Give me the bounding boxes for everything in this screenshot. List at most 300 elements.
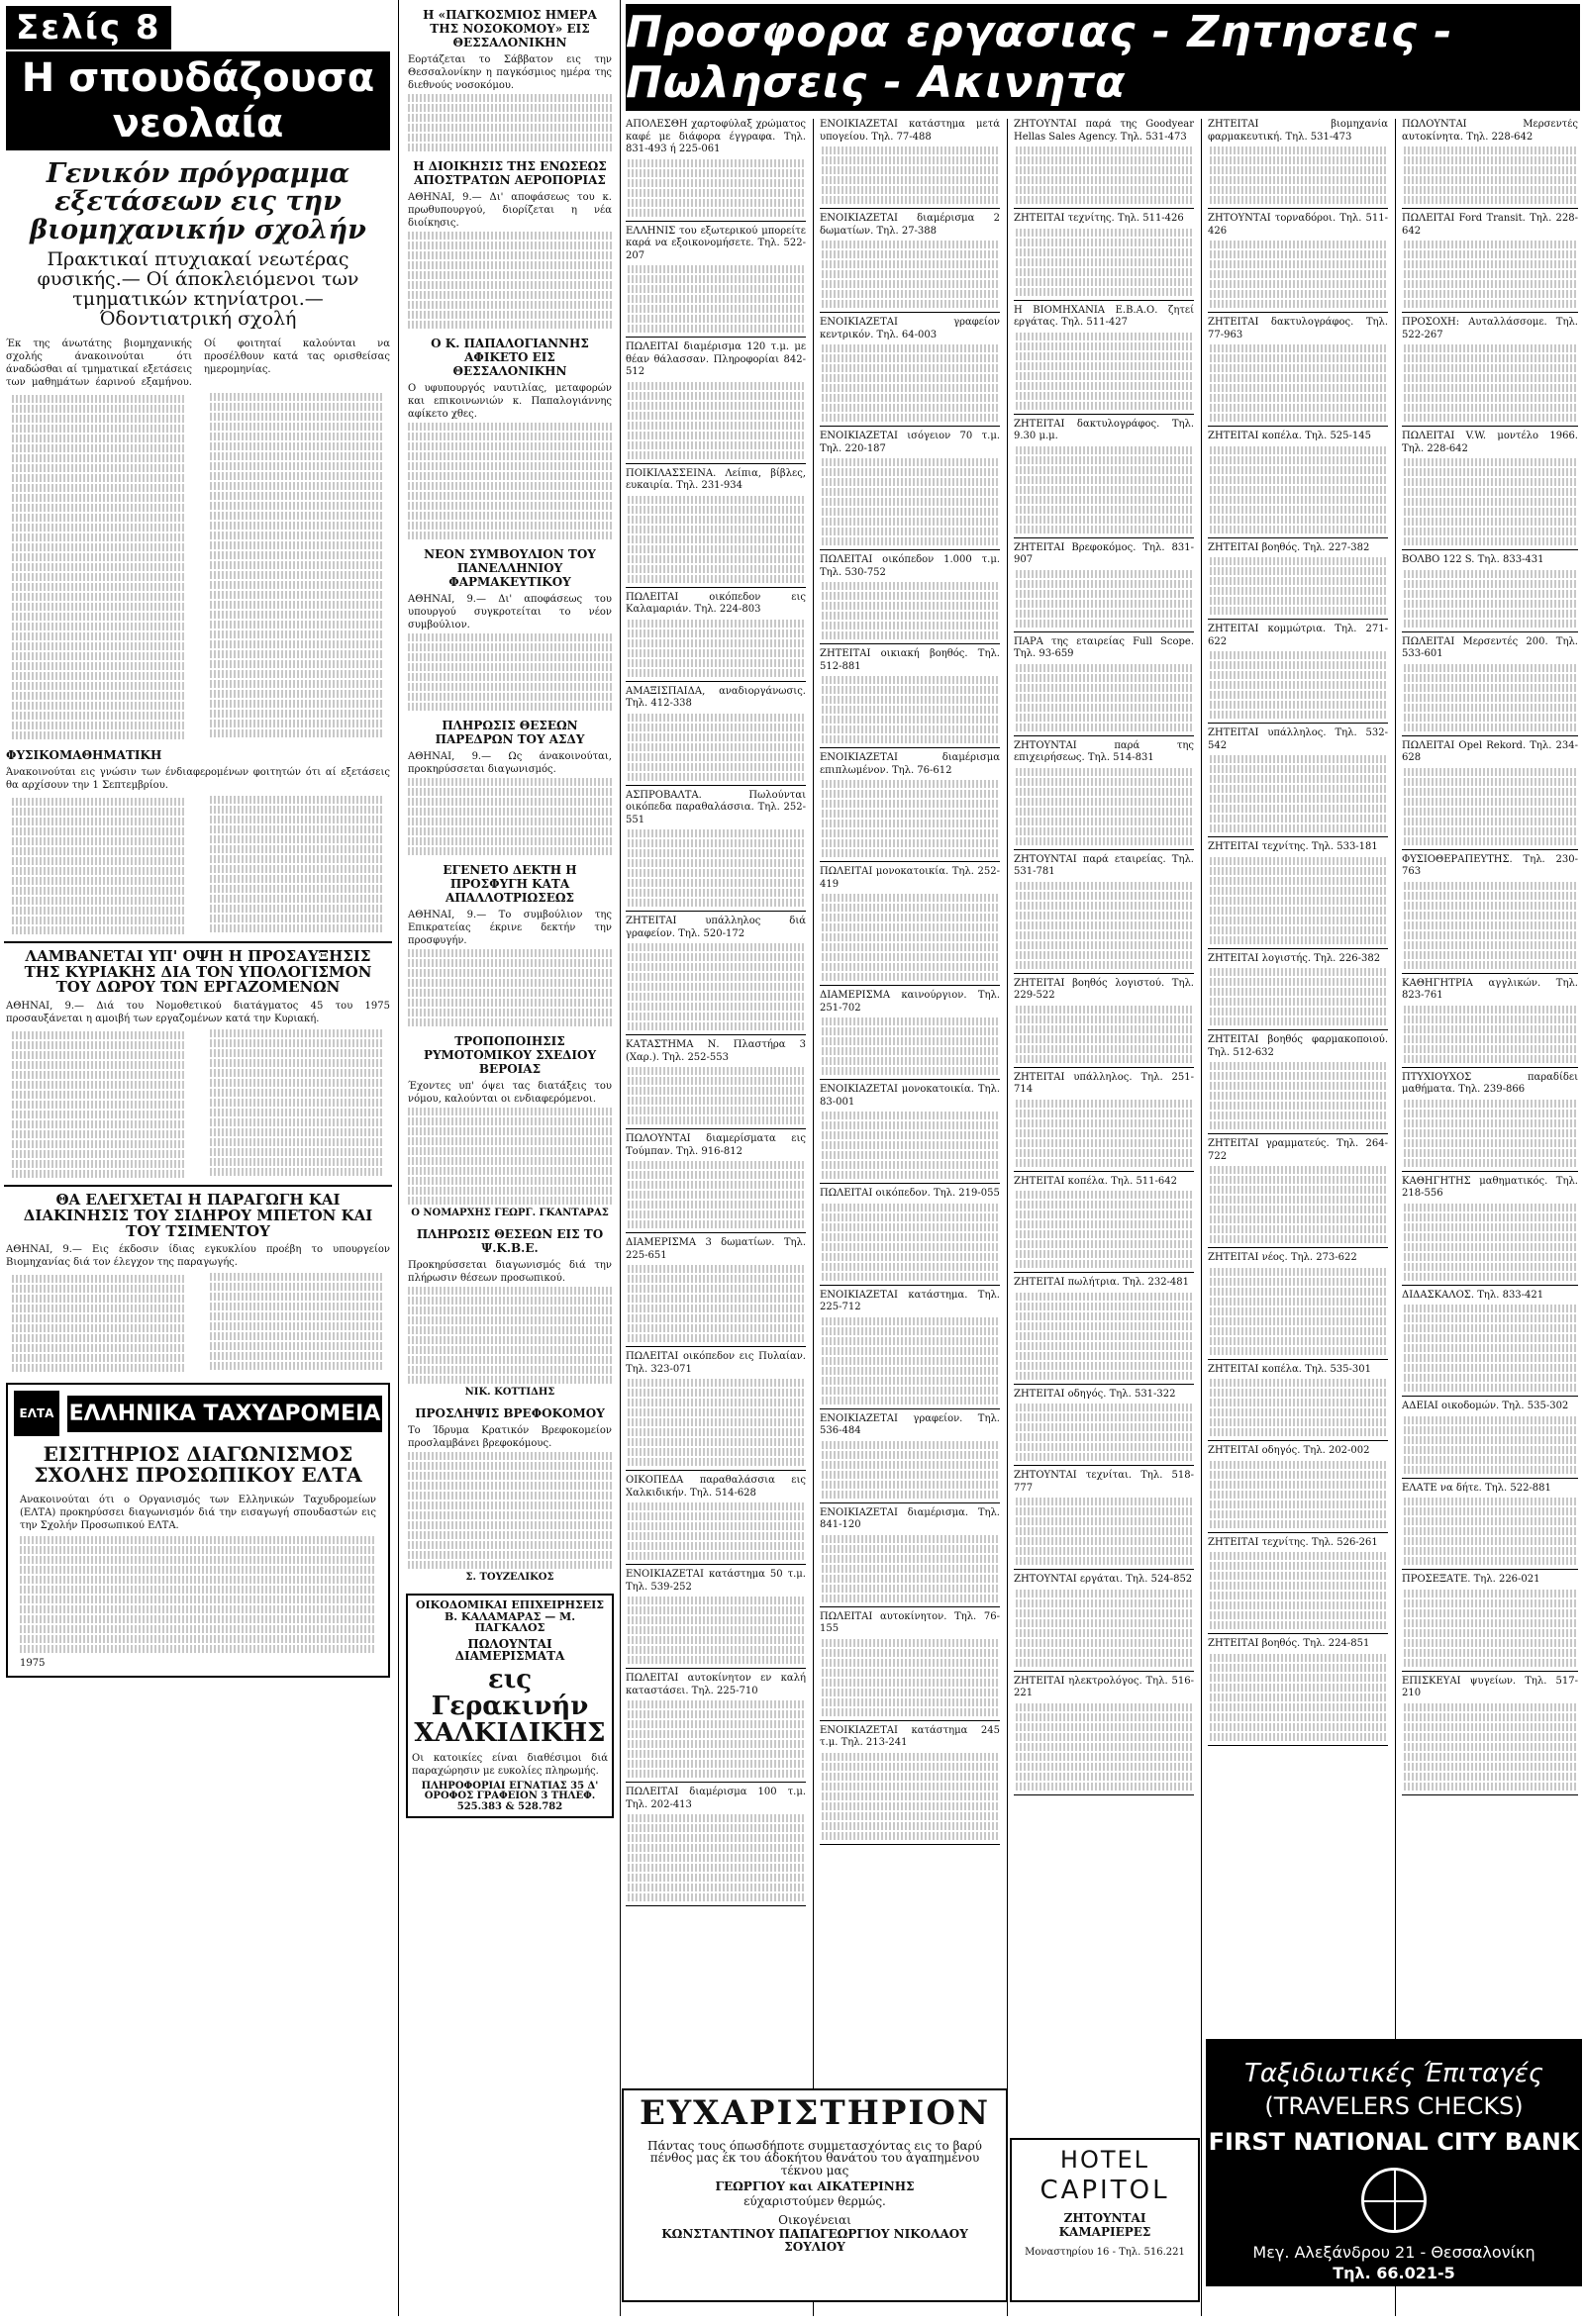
elta-filler: [14, 1536, 382, 1653]
classified-separator: [820, 312, 1000, 313]
thanks-names: ΓΕΩΡΓΙΟΥ και ΑΙΚΑΤΕΡΙΝΗΣ: [715, 2179, 915, 2194]
classified-ad-filler: [816, 458, 1004, 545]
col2-article-9-signature: Σ. ΤΟΥΖΕΛΙΚΟΣ: [465, 1572, 554, 1583]
classified-ad: ΖΗΤΟΥΝΤΑΙ παρά της Goodyear Hellas Sales Agency. Τηλ. 531-473: [1014, 119, 1194, 143]
article-2-headline: ΛΑΜΒΑΝΕΤΑΙ ΥΠ' ΟΨΗ Η ΠΡΟΣΑΥΞΗΣΙΣ ΤΗΣ ΚΥΡΙΑΚΗΣ ΔΙΑ ΤΟΝ ΥΠΟΛΟΓΙΣΜΟΝ ΤΟΥ ΔΩΡΟΥ ΤΩΝ ΕΡΓΑΖΟΜΕΝΩΝ: [24, 946, 372, 997]
classified-ad: ΖΗΤΕΙΤΑΙ βοηθός λογιστού. Τηλ. 229-522: [1014, 977, 1194, 1001]
thanks-title: ΕΥΧΑΡΙΣΤΗΡΙΟΝ: [639, 2093, 991, 2133]
classified-separator: [820, 1408, 1000, 1409]
col2-article-3-body: Ο υφυπουργός ναυτιλίας, μεταφορών και επικοινωνιών κ. Παπαλογιάννης αφίκετο χθες.: [408, 383, 612, 420]
classified-ad: ΕΝΟΙΚΙΑΖΕΤΑΙ κατάστημα 50 τ.μ. Τηλ. 539-252: [626, 1569, 806, 1593]
travel-phone: Τηλ. 66.021-5: [1333, 2264, 1455, 2282]
classified-ad: ΖΗΤΕΙΤΑΙ βοηθός φαρμακοποιού. Τηλ. 512-632: [1208, 1034, 1388, 1058]
travel-address: Μεγ. Αλεξάνδρου 21 - Θεσσαλονίκη: [1252, 2243, 1535, 2262]
classifieds-banner: Προσφορα εργασιας - Ζητησεις - Πωλησεις - Ακινητα: [626, 4, 1580, 111]
classified-separator: [1402, 549, 1578, 550]
classified-ad: ΖΗΤΟΥΝΤΑΙ τορναδόροι. Τηλ. 511-426: [1208, 213, 1388, 237]
gerakini-ad-main: εις Γερακινήν ΧΑΛΚΙΔΙΚΗΣ: [414, 1664, 606, 1749]
classified-ad-filler: [1398, 1305, 1582, 1392]
classified-separator: [820, 1183, 1000, 1184]
classified-ad: ΠΡΟΣΟΧΗ: Αυταλλάσσομε. Τηλ. 522-267: [1402, 317, 1578, 340]
classified-separator: [820, 643, 1000, 644]
gerakini-ad-mid: ΠΩΛΟΥΝΤΑΙ ΔΙΑΜΕΡΙΣΜΑΤΑ: [454, 1636, 565, 1664]
classified-ad: ΕΝΟΙΚΙΑΖΕΤΑΙ διαμέρισμα 2 δωματίων. Τηλ. 27-388: [820, 213, 1000, 237]
article-1-body: Έκ της άνωτάτης βιομηχανικής σχολής άνακοινούται ότι άναδώσθαι αί τμηματικαί εξετάσεις των μαθημάτων έαρινού εξαμήνου. Οί φοιτηταί καλούνται να προσέλθουν κατά τας ορισθείσας ημερομηνίας.: [6, 338, 390, 388]
classified-separator: [820, 549, 1000, 550]
col2-article-6-body: ΑΘΗΝΑΙ, 9.— Το συμβούλιον της Επικρατείας έκρινε δεκτήν την προσφυγήν.: [408, 910, 612, 946]
classified-ad: ΠΩΛΕΙΤΑΙ διαμέρισμα 100 τ.μ. Τηλ. 202-413: [626, 1787, 806, 1810]
column-divider: [398, 0, 399, 2316]
classified-separator: [1014, 1384, 1194, 1385]
classified-ad: ΠΩΛΕΙΤΑΙ Ford Transit. Τηλ. 228-642: [1402, 213, 1578, 237]
classified-separator: [1402, 1285, 1578, 1286]
classified-ad: ΚΑΘΗΓΗΤΗΣ μαθηματικός. Τηλ. 218-556: [1402, 1175, 1578, 1199]
classified-ad-filler: [1204, 1461, 1392, 1528]
classified-ad: ΖΗΤΕΙΤΑΙ βοηθός. Τηλ. 227-382: [1208, 541, 1370, 553]
classified-separator: [1208, 208, 1388, 209]
col2-article-9-body: Το Ίδρυμα Κρατικόν Βρεφοκομείον προσλαμβάνει βρεφοκόμους.: [408, 1425, 612, 1449]
thanks-signers: ΚΩΝΣΤΑΝΤΙΝΟΥ ΠΑΠΑΓΕΩΡΓΙΟΥ ΝΙΚΟΛΑΟΥ ΣΟΥΛΙΟΥ: [661, 2227, 968, 2254]
classified-ad: ΕΝΟΙΚΙΑΖΕΤΑΙ κατάστημα μετά υπογείου. Τηλ. 77-488: [820, 119, 1000, 143]
classified-ad-filler: [622, 1379, 810, 1466]
classified-separator: [626, 1128, 806, 1129]
classified-ad-filler: [816, 1017, 1004, 1075]
column-divider: [620, 0, 621, 2316]
classified-separator: [820, 1285, 1000, 1286]
classified-ad: ΖΗΤΕΙΤΑΙ υπάλληλος διά γραφείον. Τηλ. 520-172: [626, 916, 806, 939]
left-column: [0, 0, 396, 2324]
classified-ad-filler: [1204, 1268, 1392, 1355]
classifieds-col-e: [1398, 119, 1582, 2029]
classified-ad: ΖΗΤΕΙΤΑΙ λογιστής. Τηλ. 226-382: [1208, 952, 1381, 964]
gerakini-ad-body: Οι κατοικίες είναι διαθέσιμοι διά παραχώρησιν με ευκολίες πληρωμής.: [412, 1752, 608, 1777]
elta-date: 1975: [20, 1658, 46, 1670]
thanks-signer-label: Οικογένειαι: [778, 2212, 851, 2227]
classified-separator: [626, 221, 806, 222]
classified-separator: [1402, 1171, 1578, 1172]
classified-ad: ΖΗΤΕΙΤΑΙ οδηγός. Τηλ. 202-002: [1208, 1445, 1370, 1456]
col2-article-7-body: Έχοντες υπ' όψει τας διατάξεις του νόμου, καλούνται οι ενδιαφερόμενοι.: [408, 1081, 612, 1105]
classified-separator: [1208, 723, 1388, 724]
classified-ad-filler: [1398, 146, 1582, 204]
classified-separator: [1014, 537, 1194, 538]
classified-ad: ΠΤΥΧΙΟΥΧΟΣ παραδίδει μαθήματα. Τηλ. 239-866: [1402, 1071, 1578, 1095]
classified-ad: ΕΝΟΙΚΙΑΖΕΤΑΙ γραφείον κεντρικόν. Τηλ. 64-003: [820, 317, 1000, 340]
classified-ad-filler: [816, 780, 1004, 857]
classified-separator: [1208, 312, 1388, 313]
classified-ad: ΖΗΤΕΙΤΑΙ δακτυλογράφος. Τηλ. 77-963: [1208, 317, 1388, 340]
col2-article-9-headline: ΠΡΟΣΛΗΨΙΣ ΒΡΕΦΟΚΟΜΟΥ: [415, 1406, 605, 1420]
classified-separator: [1014, 1465, 1194, 1466]
classified-separator: [1402, 312, 1578, 313]
classified-ad: ΦΥΣΙΟΘΕΡΑΠΕΥΤΗΣ. Τηλ. 230-763: [1402, 853, 1578, 877]
col2-article-4-headline: ΝΕΟΝ ΣΥΜΒΟΥΛΙΟΝ ΤΟΥ ΠΑΝΕΛΛΗΝΙΟΥ ΦΑΡΜΑΚΕΥΤΙΚΟΥ: [424, 547, 596, 589]
travel-bank: FIRST NATIONAL CITY BANK: [1208, 2128, 1580, 2156]
classified-ad-filler: [816, 1753, 1004, 1840]
classified-ad: ΖΗΤΕΙΤΑΙ τεχνίτης. Τηλ. 533-181: [1208, 841, 1378, 852]
classified-ad-filler: [816, 146, 1004, 204]
classified-ad: ΖΗΤΕΙΤΑΙ νέος. Τηλ. 273-622: [1208, 1252, 1357, 1263]
classified-ad-filler: [622, 829, 810, 907]
classified-ad: ΖΗΤΕΙΤΑΙ οικιακή βοηθός. Τηλ. 512-881: [820, 648, 1000, 672]
classified-ad-filler: [1398, 1100, 1582, 1167]
classified-ad-filler: [1398, 1006, 1582, 1063]
classified-ad: ΖΗΤΕΙΤΑΙ κοπέλα. Τηλ. 535-301: [1208, 1363, 1371, 1375]
classified-separator: [1014, 1569, 1194, 1570]
hotel-label: HOTEL: [1059, 2146, 1150, 2174]
classified-ad-filler: [1204, 857, 1392, 944]
elta-logo-text: ΕΛΤΑ: [19, 1406, 54, 1421]
classified-ad: ΠΩΛΕΙΤΑΙ αυτοκίνητον. Τηλ. 76-155: [820, 1610, 1000, 1634]
classified-ad: ΠΑΡΑ της εταιρείας Full Scope. Τηλ. 93-659: [1014, 635, 1194, 659]
classified-separator: [626, 1668, 806, 1669]
classified-separator: [626, 1034, 806, 1035]
classified-ad-filler: [1398, 768, 1582, 845]
classified-separator: [1014, 300, 1194, 301]
classified-separator: [1014, 849, 1194, 850]
classified-ad-filler: [1010, 570, 1198, 628]
globe-icon: [1361, 2168, 1427, 2233]
classified-separator: [1208, 1532, 1388, 1533]
classified-separator: [1014, 973, 1194, 974]
classified-separator: [1402, 1794, 1578, 1795]
classified-ad: ΖΗΤΕΙΤΑΙ τεχνίτης. Τηλ. 511-426: [1014, 213, 1184, 224]
classified-ad-filler: [1398, 664, 1582, 731]
classified-ad: ΑΜΑΞΙΣΠΑΙΔΑ, αναδιοργάνωσις. Τηλ. 412-338: [626, 685, 806, 709]
classified-ad: ΖΗΤΟΥΝΤΑΙ τεχνίται. Τηλ. 518-777: [1014, 1470, 1194, 1494]
article-3-filler: [6, 1273, 390, 1373]
classified-separator: [1208, 948, 1388, 949]
middle-column: [402, 0, 618, 2324]
col2-article-7-headline: ΤΡΟΠΟΠΟΙΗΣΙΣ ΡΥΜΟΤΟΜΙΚΟΥ ΣΧΕΔΙΟΥ ΒΕΡΟΙΑΣ: [423, 1034, 597, 1076]
classified-ad-filler: [1010, 1404, 1198, 1461]
col2-article-1-headline: Η «ΠΑΓΚΟΣΜΙΟΣ ΗΜΕΡΑ ΤΗΣ ΝΟΣΟΚΟΜΟΥ» ΕΙΣ ΘΕΣΣΑΛΟΝΙΚΗΝ: [423, 8, 597, 49]
article-1-subhead: Πρακτικαί πτυχιακαί νεωτέρας φυσικής.— Οί άποκλειόμενοι των τμηματικών κτηνίατροι.— Όδοντιατρική σχολή: [37, 248, 359, 330]
classifieds-col-a: [622, 119, 810, 2079]
col2-article-8-body: Προκηρύσσεται διαγωνισμός διά την πλήρωσιν θέσεων προσωπικού.: [408, 1260, 612, 1284]
elta-title: ΕΙΣΙΤΗΡΙΟΣ ΔΙΑΓΩΝΙΣΜΟΣ ΣΧΟΛΗΣ ΠΡΟΣΩΠΙΚΟΥ ΕΛΤΑ: [34, 1442, 362, 1488]
classified-ad-filler: [1010, 768, 1198, 845]
col2-article-2-headline: Η ΔΙΟΙΚΗΣΙΣ ΤΗΣ ΕΝΩΣΕΩΣ ΑΠΟΣΤΡΑΤΩΝ ΑΕΡΟΠΟΡΙΑΣ: [413, 159, 607, 187]
col2-filler-2: [402, 232, 618, 329]
classified-separator: [1402, 631, 1578, 632]
classified-ad: ΕΝΟΙΚΙΑΖΕΤΑΙ διαμέρισμα επιπλωμένον. Τηλ. 76-612: [820, 752, 1000, 776]
classified-ad-filler: [1010, 146, 1198, 204]
classified-separator: [820, 861, 1000, 862]
classified-ad: ΟΙΚΟΠΕΔΑ παραθαλάσσια εις Χαλκιδικήν. Τηλ. 514-628: [626, 1475, 806, 1499]
col2-filler-5: [402, 778, 618, 855]
classified-ad: ΖΗΤΕΙΤΑΙ υπάλληλος. Τηλ. 532-542: [1208, 727, 1388, 751]
classifieds-col-d: [1204, 119, 1392, 2029]
classified-ad: ΠΩΛΟΥΝΤΑΙ διαμερίσματα εις Τούμπαν. Τηλ. 916-812: [626, 1133, 806, 1157]
classified-ad: ΖΗΤΕΙΤΑΙ κοπέλα. Τηλ. 525-145: [1208, 431, 1371, 441]
classified-ad-filler: [1204, 1062, 1392, 1129]
classified-ad-filler: [1204, 651, 1392, 719]
classified-ad-filler: [1204, 755, 1392, 832]
classified-ad-filler: [816, 676, 1004, 743]
classified-separator: [820, 426, 1000, 427]
col2-article-4-body: ΑΘΗΝΑΙ, 9.— Δι' αποφάσεως του υπουργού συγκροτείται το νέον συμβούλιον.: [408, 594, 612, 630]
classified-separator: [1402, 1671, 1578, 1672]
classified-ad: ΖΗΤΟΥΝΤΑΙ εργάται. Τηλ. 524-852: [1014, 1574, 1193, 1585]
col2-filler-9: [402, 1452, 618, 1569]
hotel-address: Μοναστηρίου 16 - Τηλ. 516.221: [1025, 2247, 1185, 2258]
classified-ad: ΠΟΙΚΙΛΑΣΣΕΙΝΑ. Λείπια, βίβλες, ευκαιρία. Τηλ. 231-934: [626, 467, 806, 491]
classified-ad-filler: [816, 1639, 1004, 1716]
classified-separator: [626, 1782, 806, 1783]
classified-ad: ΠΩΛΕΙΤΑΙ V.W. μοντέλο 1966. Τηλ. 228-642: [1402, 431, 1578, 454]
classified-ad-filler: [622, 1597, 810, 1664]
classified-separator: [1402, 849, 1578, 850]
classified-ad-filler: [1398, 241, 1582, 308]
classified-ad-filler: [1398, 1204, 1582, 1281]
col2-article-8-headline: ΠΛΗΡΩΣΙΣ ΘΕΣΕΩΝ ΕΙΣ ΤΟ Ψ.Κ.Β.Ε.: [416, 1227, 604, 1255]
classified-separator: [1208, 537, 1388, 538]
classified-ad: ΠΩΛΕΙΤΑΙ οικόπεδον 1.000 τ.μ. Τηλ. 530-752: [820, 554, 1000, 578]
thanks-closing: εύχαριστούμεν θερμώς.: [743, 2194, 886, 2209]
classified-separator: [820, 1502, 1000, 1503]
classified-ad-filler: [816, 1535, 1004, 1602]
elta-body: Ανακοινούται ότι ο Οργανισμός των Ελληνικών Ταχυδρομείων (ΕΛΤΑ) προκηρύσσει διαγωνισμόν διά την εισαγωγή σπουδαστών εις την Σχολήν Προσωπικού ΕΛΤΑ.: [20, 1495, 376, 1532]
hotel-brand: CAPITOL: [1040, 2176, 1170, 2205]
classified-ad-filler: [622, 159, 810, 217]
classified-ad-filler: [622, 714, 810, 781]
classified-ad: ΕΠΙΣΚΕΥΑΙ ψυγείων. Τηλ. 517-210: [1402, 1675, 1578, 1698]
classified-ad: ΠΩΛΕΙΤΑΙ διαμέρισμα 120 τ.μ. με θέαν θάλασσαν. Πληροφορίαι 842-512: [626, 341, 806, 377]
classified-ad-filler: [1010, 1703, 1198, 1791]
classified-ad-filler: [1204, 1379, 1392, 1436]
classified-ad-filler: [1010, 882, 1198, 969]
classified-ad: ΕΝΟΙΚΙΑΖΕΤΑΙ ισόγειον 70 τ.μ. Τηλ. 220-187: [820, 431, 1000, 454]
classified-ad: ΠΩΛΕΙΤΑΙ οικόπεδον εις Πυλαίαν. Τηλ. 323-071: [626, 1351, 806, 1375]
article-3-headline: ΘΑ ΕΛΕΓΧΕΤΑΙ Η ΠΑΡΑΓΩΓΗ ΚΑΙ ΔΙΑΚΙΝΗΣΙΣ ΤΟΥ ΣΙΔΗΡΟΥ ΜΠΕΤΟΝ ΚΑΙ ΤΟΥ ΤΣΙΜΕΝΤΟΥ: [23, 1191, 373, 1240]
classified-separator: [1402, 426, 1578, 427]
classified-separator: [1014, 414, 1194, 415]
classified-separator: [820, 208, 1000, 209]
classified-ad: ΖΗΤΟΥΝΤΑΙ παρά εταιρείας. Τηλ. 531-781: [1014, 853, 1194, 877]
classified-separator: [1402, 208, 1578, 209]
elta-logo: [14, 1391, 59, 1436]
classified-ad: ΠΡΟΣΕΞΑΤΕ. Τηλ. 226-021: [1402, 1574, 1540, 1585]
classified-ad-filler: [1010, 1498, 1198, 1565]
classified-separator: [1402, 1396, 1578, 1397]
classified-ad-filler: [1204, 1166, 1392, 1243]
classified-ad: ΒΟΛΒΟ 122 S. Τηλ. 833-431: [1402, 554, 1544, 565]
col2-article-5-body: ΑΘΗΝΑΙ, 9.— Ως άνακοινούται, προκηρύσσεται διαγωνισμός.: [408, 751, 612, 775]
classified-separator: [1208, 836, 1388, 837]
classified-ad-filler: [1010, 664, 1198, 731]
classified-ad: ΖΗΤΕΙΤΑΙ κομμώτρια. Τηλ. 271-622: [1208, 624, 1388, 647]
article-1-filler: [6, 393, 390, 740]
classified-ad-filler: [1204, 968, 1392, 1025]
classified-ad-filler: [816, 241, 1004, 308]
classified-ad-filler: [622, 382, 810, 459]
classified-separator: [626, 1470, 806, 1471]
classified-ad: ΖΗΤΕΙΤΑΙ οδηγός. Τηλ. 531-322: [1014, 1388, 1176, 1400]
physics-body: Άνακοινούται εις γνώσιν των ένδιαφερομένων φοιτητών ότι αί εξετάσεις θα αρχίσουν την 1 Σεπτεμβρίου.: [6, 766, 390, 791]
gerakini-ad: [406, 1594, 614, 1818]
classified-ad: Η ΒΙΟΜΗΧΑΝΙΑ Ε.Β.Α.Ο. ζητεί εργάτας. Τηλ. 511-427: [1014, 304, 1194, 328]
classified-ad-filler: [1010, 446, 1198, 533]
col2-filler-8: [402, 1287, 618, 1384]
classified-ad: ΖΗΤΕΙΤΑΙ πωλήτρια. Τηλ. 232-481: [1014, 1277, 1190, 1288]
classified-ad-filler: [622, 1814, 810, 1901]
classifieds-col-c: [1010, 119, 1198, 2128]
classified-ad: ΕΛΛΗΝΙΣ του εξωτερικού μπορείτε καρά να εξοικονομήσετε. Τηλ. 522-207: [626, 225, 806, 261]
classified-ad: ΚΑΘΗΓΗΤΡΙΑ αγγλικών. Τηλ. 823-761: [1402, 977, 1578, 1001]
classified-separator: [1402, 1569, 1578, 1570]
classified-separator: [626, 463, 806, 464]
classified-ad-filler: [1204, 1552, 1392, 1629]
classified-separator: [820, 1844, 1000, 1845]
section-label: Σελίς 8: [6, 6, 171, 49]
classified-separator: [626, 1905, 806, 1906]
classifieds-grid: [622, 119, 1584, 2316]
col2-filler-3: [402, 423, 618, 539]
hotel-ad: [1010, 2138, 1200, 2302]
classified-separator: [626, 1346, 806, 1347]
classified-ad: ΠΩΛΕΙΤΑΙ Μερσεντές 200. Τηλ. 533-601: [1402, 635, 1578, 659]
classified-separator: [626, 785, 806, 786]
classified-separator: [626, 911, 806, 912]
classified-ad: ΖΗΤΕΙΤΑΙ Βρεφοκόμος. Τηλ. 831-907: [1014, 541, 1194, 565]
classified-ad-filler: [622, 620, 810, 677]
classified-ad: ΖΗΤΕΙΤΑΙ βιομηχανία φαρμακευτική. Τηλ. 531-473: [1208, 119, 1388, 143]
col2-filler-6: [402, 949, 618, 1026]
classified-separator: [820, 747, 1000, 748]
classified-separator: [1014, 1794, 1194, 1795]
classified-separator: [1402, 1067, 1578, 1068]
classified-ad-filler: [816, 1112, 1004, 1179]
classified-separator: [1014, 208, 1194, 209]
classified-ad-filler: [816, 1204, 1004, 1281]
classified-ad: ΚΑΤΑΣΤΗΜΑ Ν. Πλαστήρα 3 (Χαρ.). Τηλ. 252-553: [626, 1039, 806, 1063]
classifieds-col-b: [816, 119, 1004, 2079]
classified-ad: ΠΩΛΕΙΤΑΙ Opel Rekord. Τηλ. 234-628: [1402, 739, 1578, 763]
classified-separator: [1208, 1029, 1388, 1030]
classified-ad-filler: [1010, 1006, 1198, 1063]
classified-ad-filler: [1010, 1191, 1198, 1268]
classified-separator: [1208, 1633, 1388, 1634]
classified-separator: [1208, 426, 1388, 427]
classified-ad: ΔΙΔΑΣΚΑΛΟΣ. Τηλ. 833-421: [1402, 1289, 1544, 1301]
classified-ad-filler: [622, 1700, 810, 1778]
col2-filler-7: [402, 1108, 618, 1205]
classified-ad: ΕΝΟΙΚΙΑΖΕΤΑΙ κατάστημα. Τηλ. 225-712: [820, 1289, 1000, 1312]
classified-separator: [820, 1606, 1000, 1607]
classified-ad: ΖΗΤΟΥΝΤΑΙ παρά της επιχειρήσεως. Τηλ. 514-831: [1014, 739, 1194, 763]
col2-article-8-signature: ΝΙΚ. ΚΟΤΤΙΔΗΣ: [464, 1387, 555, 1398]
col2-filler-1: [402, 94, 618, 151]
classified-ad: ΕΝΟΙΚΙΑΖΕΤΑΙ μονοκατοικία. Τηλ. 83-001: [820, 1084, 1000, 1108]
classified-ad: ΖΗΤΕΙΤΑΙ γραμματεύς. Τηλ. 264-722: [1208, 1138, 1388, 1162]
classified-ad-filler: [1398, 1590, 1582, 1667]
classified-separator: [1014, 1171, 1194, 1172]
classified-ad: ΖΗΤΕΙΤΑΙ ηλεκτρολόγος. Τηλ. 516-221: [1014, 1675, 1194, 1698]
classified-separator: [1014, 1671, 1194, 1672]
travel-title-en: (TRAVELERS CHECKS): [1264, 2092, 1524, 2120]
classifieds-divider: [1201, 119, 1202, 2316]
classified-separator: [1402, 1478, 1578, 1479]
classified-ad-filler: [1398, 570, 1582, 628]
classified-separator: [1014, 735, 1194, 736]
col2-filler-4: [402, 633, 618, 711]
classified-ad-filler: [1204, 446, 1392, 533]
classified-separator: [626, 1232, 806, 1233]
classified-separator: [820, 1720, 1000, 1721]
classified-separator: [1208, 619, 1388, 620]
classified-separator: [1014, 1067, 1194, 1068]
article-2-body: ΑΘΗΝΑΙ, 9.— Διά του Νομοθετικού διατάγματος 45 του 1975 προσαυξάνεται η αμοιβή των εργαζομένων κατά την Κυριακή.: [6, 1001, 390, 1025]
elta-ad: [6, 1383, 390, 1678]
classified-ad: ΖΗΤΕΙΤΑΙ βοηθός. Τηλ. 224-851: [1208, 1638, 1370, 1649]
elta-brand: ΕΛΛΗΝΙΚΑ ΤΑΧΥΔΡΟΜΕΙΑ: [67, 1396, 382, 1432]
classified-separator: [1208, 1745, 1388, 1746]
classified-ad-filler: [1204, 241, 1392, 308]
classified-separator: [626, 337, 806, 338]
col2-article-6-headline: ΕΓΕΝΕΤΟ ΔΕΚΤΗ Η ΠΡΟΣΦΥΓΗ ΚΑΤΑ ΑΠΑΛΛΟΤΡΙΩΣΕΩΣ: [443, 863, 577, 905]
classified-ad-filler: [622, 265, 810, 333]
classified-separator: [626, 587, 806, 588]
classified-ad-filler: [1398, 1703, 1582, 1791]
classified-ad-filler: [1204, 146, 1392, 204]
classified-ad-filler: [1010, 1100, 1198, 1167]
classified-separator: [626, 681, 806, 682]
gerakini-ad-top: ΟΙΚΟΔΟΜΙΚΑΙ ΕΠΙΧΕΙΡΗΣΕΙΣ Β. ΚΑΛΑΜΑΡΑΣ — Μ. ΠΑΓΚΑΛΟΣ: [415, 1598, 605, 1635]
classified-separator: [1208, 1247, 1388, 1248]
classified-ad: ΑΔΕΙΑΙ οικοδομών. Τηλ. 535-302: [1402, 1401, 1569, 1411]
classified-ad: ΠΩΛΕΙΤΑΙ οικόπεδον εις Καλαμαριάν. Τηλ. 224-803: [626, 591, 806, 615]
classified-ad-filler: [816, 1317, 1004, 1404]
classified-ad: ΑΣΠΡΟΒΑΛΤΑ. Πωλούνται οικόπεδα παραθαλάσσια. Τηλ. 252-551: [626, 789, 806, 825]
col2-article-3-headline: Ο Κ. ΠΑΠΑΛΟΓΙΑΝΝΗΣ ΑΦΙΚΕΤΟ ΕΙΣ ΘΕΣΣΑΛΟΝΙΚΗΝ: [431, 337, 589, 378]
classified-ad-filler: [1010, 1293, 1198, 1380]
col2-article-5-headline: ΠΛΗΡΩΣΙΣ ΘΕΣΕΩΝ ΠΑΡΕΔΡΩΝ ΤΟΥ ΑΣΔΥ: [435, 719, 585, 746]
classified-ad-filler: [1204, 344, 1392, 422]
classified-ad: ΖΗΤΕΙΤΑΙ τεχνίτης. Τηλ. 526-261: [1208, 1536, 1378, 1548]
classifieds-divider: [813, 119, 814, 2316]
classified-ad-filler: [1010, 333, 1198, 410]
classified-ad-filler: [622, 1067, 810, 1124]
classified-ad-filler: [1398, 458, 1582, 545]
classified-separator: [820, 985, 1000, 986]
thanks-body: Πάντας τους όπωσδήποτε συμμετασχόντας εις το βαρύ πένθος μας έκ του άδοκήτου θανάτου του άγαπημένου τέκνου μας: [647, 2138, 982, 2178]
classified-ad-filler: [622, 1265, 810, 1342]
classified-ad: ΕΝΟΙΚΙΑΖΕΤΑΙ κατάστημα 245 τ.μ. Τηλ. 213-241: [820, 1724, 1000, 1748]
col2-article-1-body: Εορτάζεται το Σάββατον εις την Θεσσαλονίκην η παγκόσμιος ημέρα της διεθνούς νοσοκόμου.: [408, 54, 612, 91]
article-1-headline: Γενικόν πρόγραμμα εξετάσεων εις την βιομηχανικήν σχολήν: [30, 158, 366, 245]
gerakini-ad-footer: ΠΛΗΡΟΦΟΡΙΑΙ ΕΓΝΑΤΙΑΣ 35 Δ' ΟΡΟΦΟΣ ΓΡΑΦΕΙΟΝ 3 ΤΗΛΕΦ. 525.383 & 528.782: [421, 1780, 599, 1812]
classified-ad-filler: [1398, 1498, 1582, 1565]
classifieds-section: [622, 0, 1584, 2324]
classified-ad: ΔΙΑΜΕΡΙΣΜΑ καινούργιον. Τηλ. 251-702: [820, 990, 1000, 1014]
classified-ad-filler: [1010, 1590, 1198, 1667]
classifieds-divider: [1007, 119, 1008, 2316]
classified-separator: [1402, 973, 1578, 974]
classified-ad-filler: [816, 894, 1004, 981]
classified-separator: [1014, 1272, 1194, 1273]
classified-ad-filler: [1398, 344, 1582, 422]
classified-ad-filler: [1398, 882, 1582, 969]
classified-ad-filler: [622, 1161, 810, 1228]
classified-ad-filler: [1204, 557, 1392, 615]
col2-article-2-body: ΑΘΗΝΑΙ, 9.— Δι' αποφάσεως του κ. πρωθυπουργού, διορίζεται η νέα διοίκησις.: [408, 192, 612, 229]
travelers-checks-ad: [1206, 2039, 1582, 2286]
classified-ad: ΕΝΟΙΚΙΑΖΕΤΑΙ διαμέρισμα. Τηλ. 841-120: [820, 1506, 1000, 1530]
classified-ad: ΕΛΑΤΕ να δήτε. Τηλ. 522-881: [1402, 1482, 1551, 1494]
classified-separator: [626, 1564, 806, 1565]
classified-ad: ΑΠΟΛΕΣΘΗ χαρτοφύλαξ χρώματος καφέ με διάφορα έγγραφα. Τηλ. 831-493 ή 225-061: [626, 119, 806, 154]
